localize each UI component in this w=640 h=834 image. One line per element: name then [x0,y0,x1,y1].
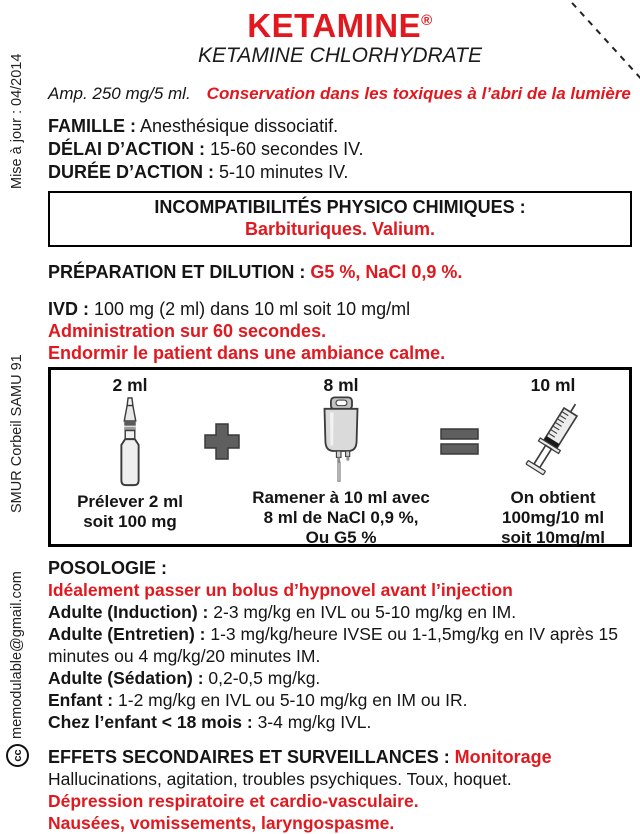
incompatibilities-title: INCOMPATIBILITÉS PHYSICO CHIMIQUES : [154,197,526,217]
cc-license-icon: cc [6,744,29,767]
posology-line-sedation: Adulte (Sédation) : 0,2-0,5 mg/kg. [48,668,321,688]
monitoring-label: Monitorage [454,747,552,767]
ampoule-dosage: Amp. 250 mg/5 ml. [48,84,191,103]
posology-line-enfant: Enfant : 1-2 mg/kg en IVL ou 5-10 mg/kg en IM ou IR. [48,690,468,710]
side-effects-line1: Hallucinations, agitation, troubles psychiques. Toux, hoquet. [48,769,512,789]
administration-warning: Administration sur 60 secondes. [48,321,327,341]
step-caption: Prélever 2 ml soit 100 mg [77,492,183,531]
page-title: KETAMINE® [247,7,433,44]
update-date-label: Mise à jour : 04/2014 [9,53,25,189]
incompatibilities-value: Barbituriques. Valium. [244,219,436,239]
ivd-line: IVD : 100 mg (2 ml) dans 10 ml soit 10 mg/ml [48,299,411,319]
storage-warning: Conservation dans les toxiques à l’abri de la lumière [206,84,631,103]
posology-line-induction: Adulte (Induction) : 2-3 mg/kg en IVL ou 5-10 mg/kg en IM. [48,602,517,622]
step-caption: Ramener à 10 ml avec 8 ml de NaCl 0,9 %, Ou G5 % [252,488,430,547]
organization-label: SMUR Corbeil SAMU 91 [9,354,25,513]
diagram-step-syringe [481,375,625,548]
equals-icon [439,427,481,457]
side-effects-line2: Dépression respiratoire et cardio-vasculaire. [48,791,419,811]
ambiance-warning: Endormir le patient dans une ambiance calme. [48,343,446,363]
equals-operator [439,427,481,457]
volume-label: 2 ml [112,375,148,395]
syringe-icon [507,396,599,484]
drug-card [48,8,632,834]
iv-bag-icon [309,396,373,484]
side-effects-line3: Nausées, vomissements, laryngospasme. [48,813,395,833]
property-famille: FAMILLE : Anesthésique dissociatif. [48,116,339,136]
incompatibilities-box [48,191,632,247]
step-caption: On obtient 100mg/10 ml soit 10mg/ml [501,488,605,547]
posology-section [48,557,632,733]
volume-label: 10 ml [530,375,576,395]
properties-list [48,115,632,184]
presentation-line [48,83,632,104]
plus-operator [201,421,243,463]
side-effects-title: EFFETS SECONDAIRES ET SURVEILLANCES : Monitorage [48,747,552,767]
page-subtitle: KETAMINE CHLORHYDRATE [198,44,482,67]
plus-icon [202,421,242,463]
diagram-step-ampoule [59,375,201,532]
property-delai-action: DÉLAI D’ACTION : 15-60 secondes IV. [48,139,364,159]
volume-label: 8 ml [323,375,359,395]
preparation-line: PRÉPARATION ET DILUTION : G5 %, NaCl 0,9 %. [48,262,463,282]
posology-title: POSOLOGIE : [48,558,168,578]
ampoule-icon [108,396,152,488]
contact-email: memodulable@gmail.com [9,571,25,739]
diagram-step-iv-bag [243,375,439,548]
registered-trademark: ® [421,12,433,29]
dilution-diagram [48,367,632,547]
posology-line-enfant-18mois: Chez l’enfant < 18 mois : 3-4 mg/kg IVL. [48,712,372,732]
posology-warning: Idéalement passer un bolus d’hypnovel avant l’injection [48,580,513,600]
posology-line-entretien: Adulte (Entretien) : 1-3 mg/kg/heure IVSE ou 1-1,5mg/kg en IV après 15 minutes ou 4 mg/kg/20 minutes IM. [48,624,618,666]
property-duree-action: DURÉE D’ACTION : 5-10 minutes IV. [48,162,349,182]
side-effects-section [48,746,632,834]
